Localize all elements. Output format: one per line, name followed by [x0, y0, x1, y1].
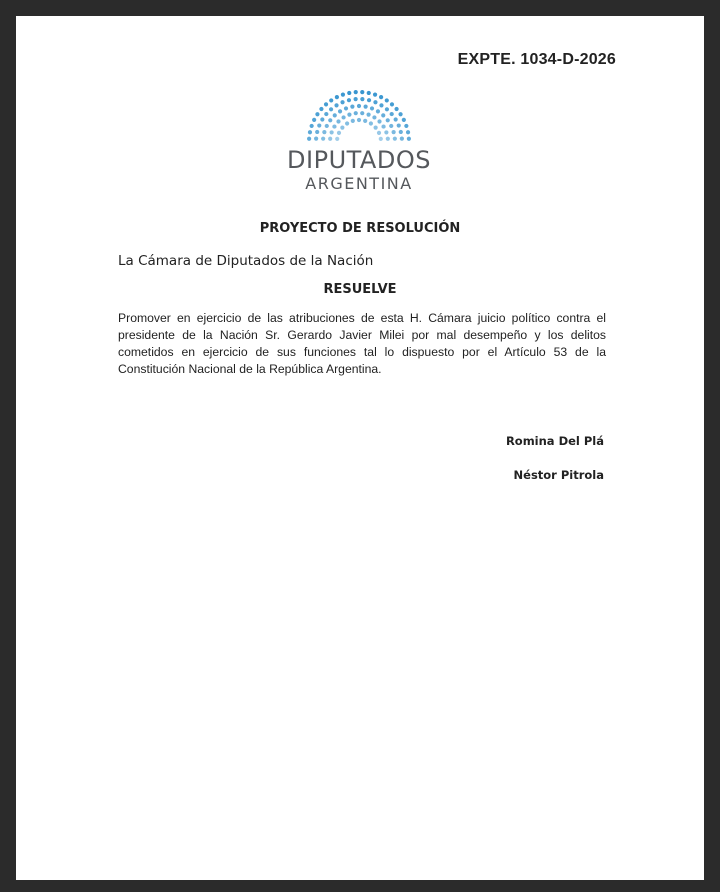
hemicycle-seat-dot [398, 112, 402, 116]
hemicycle-seat-dot [307, 137, 311, 141]
hemicycle-seat-dot [389, 124, 393, 128]
hemicycle-seat-dot [340, 125, 344, 129]
hemicycle-seat-dot [393, 137, 397, 141]
hemicycle-seat-dot [385, 98, 389, 102]
hemicycle-seat-dot [394, 117, 398, 121]
document-page [16, 16, 704, 880]
hemicycle-seat-dot [337, 131, 341, 135]
hemicycle-seat-dot [325, 124, 329, 128]
hemicycle-seat-dot [390, 102, 394, 106]
hemicycle-seat-dot [386, 137, 390, 141]
hemicycle-seat-dot [351, 119, 355, 123]
logo-subtitle: ARGENTINA [305, 174, 413, 193]
hemicycle-seat-dot [333, 113, 337, 117]
hemicycle-seat-dot [354, 90, 358, 94]
document-title: PROYECTO DE RESOLUCIÓN [259, 221, 461, 236]
hemicycle-seat-dot [394, 107, 398, 111]
hemicycle-seat-dot [367, 98, 371, 102]
hemicycle-seat-dot [373, 100, 377, 104]
hemicycle-seat-dot [381, 124, 385, 128]
hemicycle-seat-dot [404, 124, 408, 128]
hemicycle-seat-dot [338, 109, 342, 113]
resolution-body: Promover en ejercicio de las atribuciones de esta H. Cámara juicio político contra el presidente de la Nación Sr. Gerardo Javier Milei por mal desempeño y los delitos cometidos en ejercicio de sus funciones tal lo dispuesto por el Artículo 53 de la Constitución Nacional de la República Argentina. [118, 311, 606, 376]
hemicycle-seat-dot [315, 112, 319, 116]
signature-2: Néstor Pitrola [513, 468, 604, 482]
hemicycle-seat-dot [328, 137, 332, 141]
hemicycle-seat-dot [400, 137, 404, 141]
hemicycle-seat-dot [357, 118, 361, 122]
hemicycle-seat-dot [341, 93, 345, 97]
hemicycle-seat-dot [366, 113, 370, 117]
hemicycle-seat-dot [354, 97, 358, 101]
hemicycle-seat-dot [336, 119, 340, 123]
hemicycle-seat-dot [317, 123, 321, 127]
hemicycle-seat-dot [364, 105, 368, 109]
hemicycle-seat-dot [402, 118, 406, 122]
hemicycle-seat-dot [372, 115, 376, 119]
hemicycle-seat-dot [379, 137, 383, 141]
hemicycle-seat-dot [324, 112, 328, 116]
hemicycle-icon [284, 86, 434, 144]
hemicycle-seat-dot [329, 107, 333, 111]
hemicycle-seat-dot [384, 130, 388, 134]
hemicycle-seat-dot [386, 118, 390, 122]
hemicycle-seat-dot [320, 117, 324, 121]
hemicycle-seat-dot [314, 137, 318, 141]
hemicycle-seat-dot [357, 104, 361, 108]
hemicycle-seat-dot [347, 113, 351, 117]
hemicycle-seat-dot [350, 105, 354, 109]
hemicycle-seat-dot [330, 130, 334, 134]
logo-title: DIPUTADOS [287, 146, 431, 174]
hemicycle-seat-dot [360, 97, 364, 101]
hemicycle-seat-dot [360, 111, 364, 115]
hemicycle-seat-dot [310, 124, 314, 128]
hemicycle-seat-dot [335, 95, 339, 99]
intro-line: La Cámara de Diputados de la Nación [118, 253, 374, 269]
hemicycle-seat-dot [363, 119, 367, 123]
hemicycle-seat-dot [324, 102, 328, 106]
hemicycle-seat-dot [373, 93, 377, 97]
hemicycle-seat-dot [392, 130, 396, 134]
hemicycle-seat-dot [379, 95, 383, 99]
resuelve-heading: RESUELVE [323, 282, 397, 297]
hemicycle-seat-dot [399, 130, 403, 134]
signature-1: Romina Del Plá [505, 434, 604, 448]
hemicycle-seat-dot [381, 113, 385, 117]
hemicycle-seat-dot [406, 130, 410, 134]
hemicycle-seat-dot [367, 91, 371, 95]
hemicycle-seat-dot [332, 124, 336, 128]
hemicycle-seat-dot [344, 106, 348, 110]
hemicycle-seat-dot [354, 111, 358, 115]
hemicycle-seat-dot [321, 137, 325, 141]
hemicycle-seat-dot [341, 115, 345, 119]
hemicycle-seat-dot [376, 109, 380, 113]
hemicycle-seat-dot [328, 118, 332, 122]
hemicycle-seat-dot [385, 107, 389, 111]
hemicycle-seat-dot [347, 98, 351, 102]
expediente-number: EXPTE. 1034-D-2026 [457, 51, 616, 68]
hemicycle-seat-dot [370, 106, 374, 110]
hemicycle-seat-dot [379, 103, 383, 107]
diputados-logo [279, 86, 439, 194]
hemicycle-seat-dot [312, 118, 316, 122]
hemicycle-seat-dot [347, 91, 351, 95]
hemicycle-seat-dot [374, 125, 378, 129]
hemicycle-seat-dot [319, 107, 323, 111]
hemicycle-seat-dot [407, 137, 411, 141]
hemicycle-seat-dot [377, 119, 381, 123]
hemicycle-seat-dot [335, 137, 339, 141]
hemicycle-seat-dot [329, 98, 333, 102]
hemicycle-seat-dot [308, 130, 312, 134]
hemicycle-seat-dot [322, 130, 326, 134]
hemicycle-seat-dot [334, 103, 338, 107]
hemicycle-seat-dot [369, 121, 373, 125]
hemicycle-seat-dot [345, 121, 349, 125]
hemicycle-seat-dot [315, 130, 319, 134]
hemicycle-seat-dot [340, 100, 344, 104]
hemicycle-seat-dot [390, 112, 394, 116]
hemicycle-seat-dot [360, 90, 364, 94]
hemicycle-seat-dot [397, 123, 401, 127]
hemicycle-seat-dot [377, 131, 381, 135]
